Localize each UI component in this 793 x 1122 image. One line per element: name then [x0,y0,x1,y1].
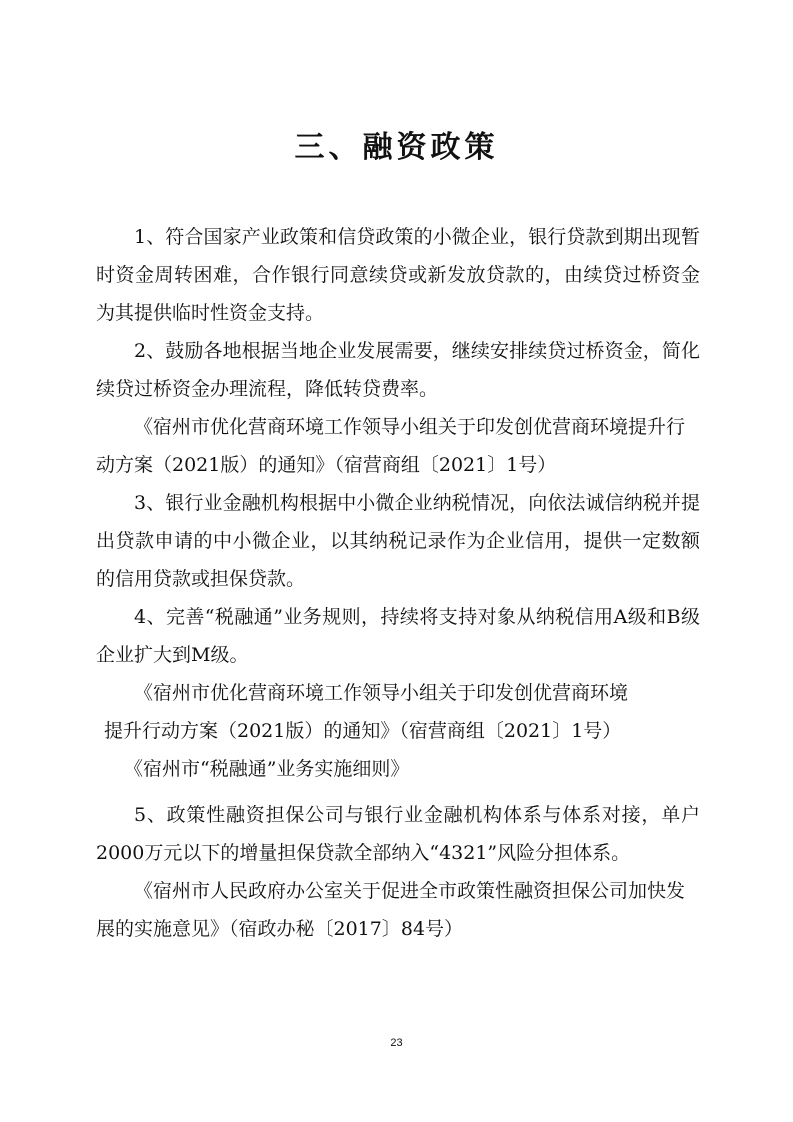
policy-item-3: 3、银行业金融机构根据中小微企业纳税情况，向依法诚信纳税并提出贷款申请的中小微企业，以其纳税记录作为企业信用，提供一定数额的信用贷款或担保贷款。 [96,492,700,590]
policy-item-2: 2、鼓励各地根据当地企业发展需要，继续安排续贷过桥资金，简化续贷过桥资金办理流程，降低转贷费率。 [96,340,700,400]
policy-item-1: 1、符合国家产业政策和信贷政策的小微企业，银行贷款到期出现暂时资金周转困难，合作银行同意续贷或新发放贷款的，由续贷过桥资金为其提供临时性资金支持。 [96,226,700,324]
policy-item-4: 4、完善“税融通”业务规则，持续将支持对象从纳税信用A级和B级企业扩大到M级。 [96,606,700,666]
policy-item-5: 5、政策性融资担保公司与银行业金融机构体系与体系对接，单户2000万元以下的增量担保贷款全部纳入“4321”风险分担体系。 [96,804,700,864]
page-title: 三、融资政策 [294,130,499,165]
policy-source-4: 《宿州市人民政府办公室关于促进全市政策性融资担保公司加快发展的实施意见》（宿政办秘〔2017〕84号） [96,880,686,940]
document-body [96,218,700,948]
policy-source-2b: 提升行动方案（2021版）的通知》（宿营商组〔2021〕1号） [104,720,622,742]
page-number: 23 [390,1037,403,1049]
policy-source-1: 《宿州市优化营商环境工作领导小组关于印发创优营商环境提升行动方案（2021版）的通知》（宿营商组〔2021〕1号） [96,416,686,476]
policy-source-3: 《宿州市“税融通”业务实施细则》 [124,758,410,780]
policy-source-2a: 《宿州市优化营商环境工作领导小组关于印发创优营商环境 [134,682,629,704]
